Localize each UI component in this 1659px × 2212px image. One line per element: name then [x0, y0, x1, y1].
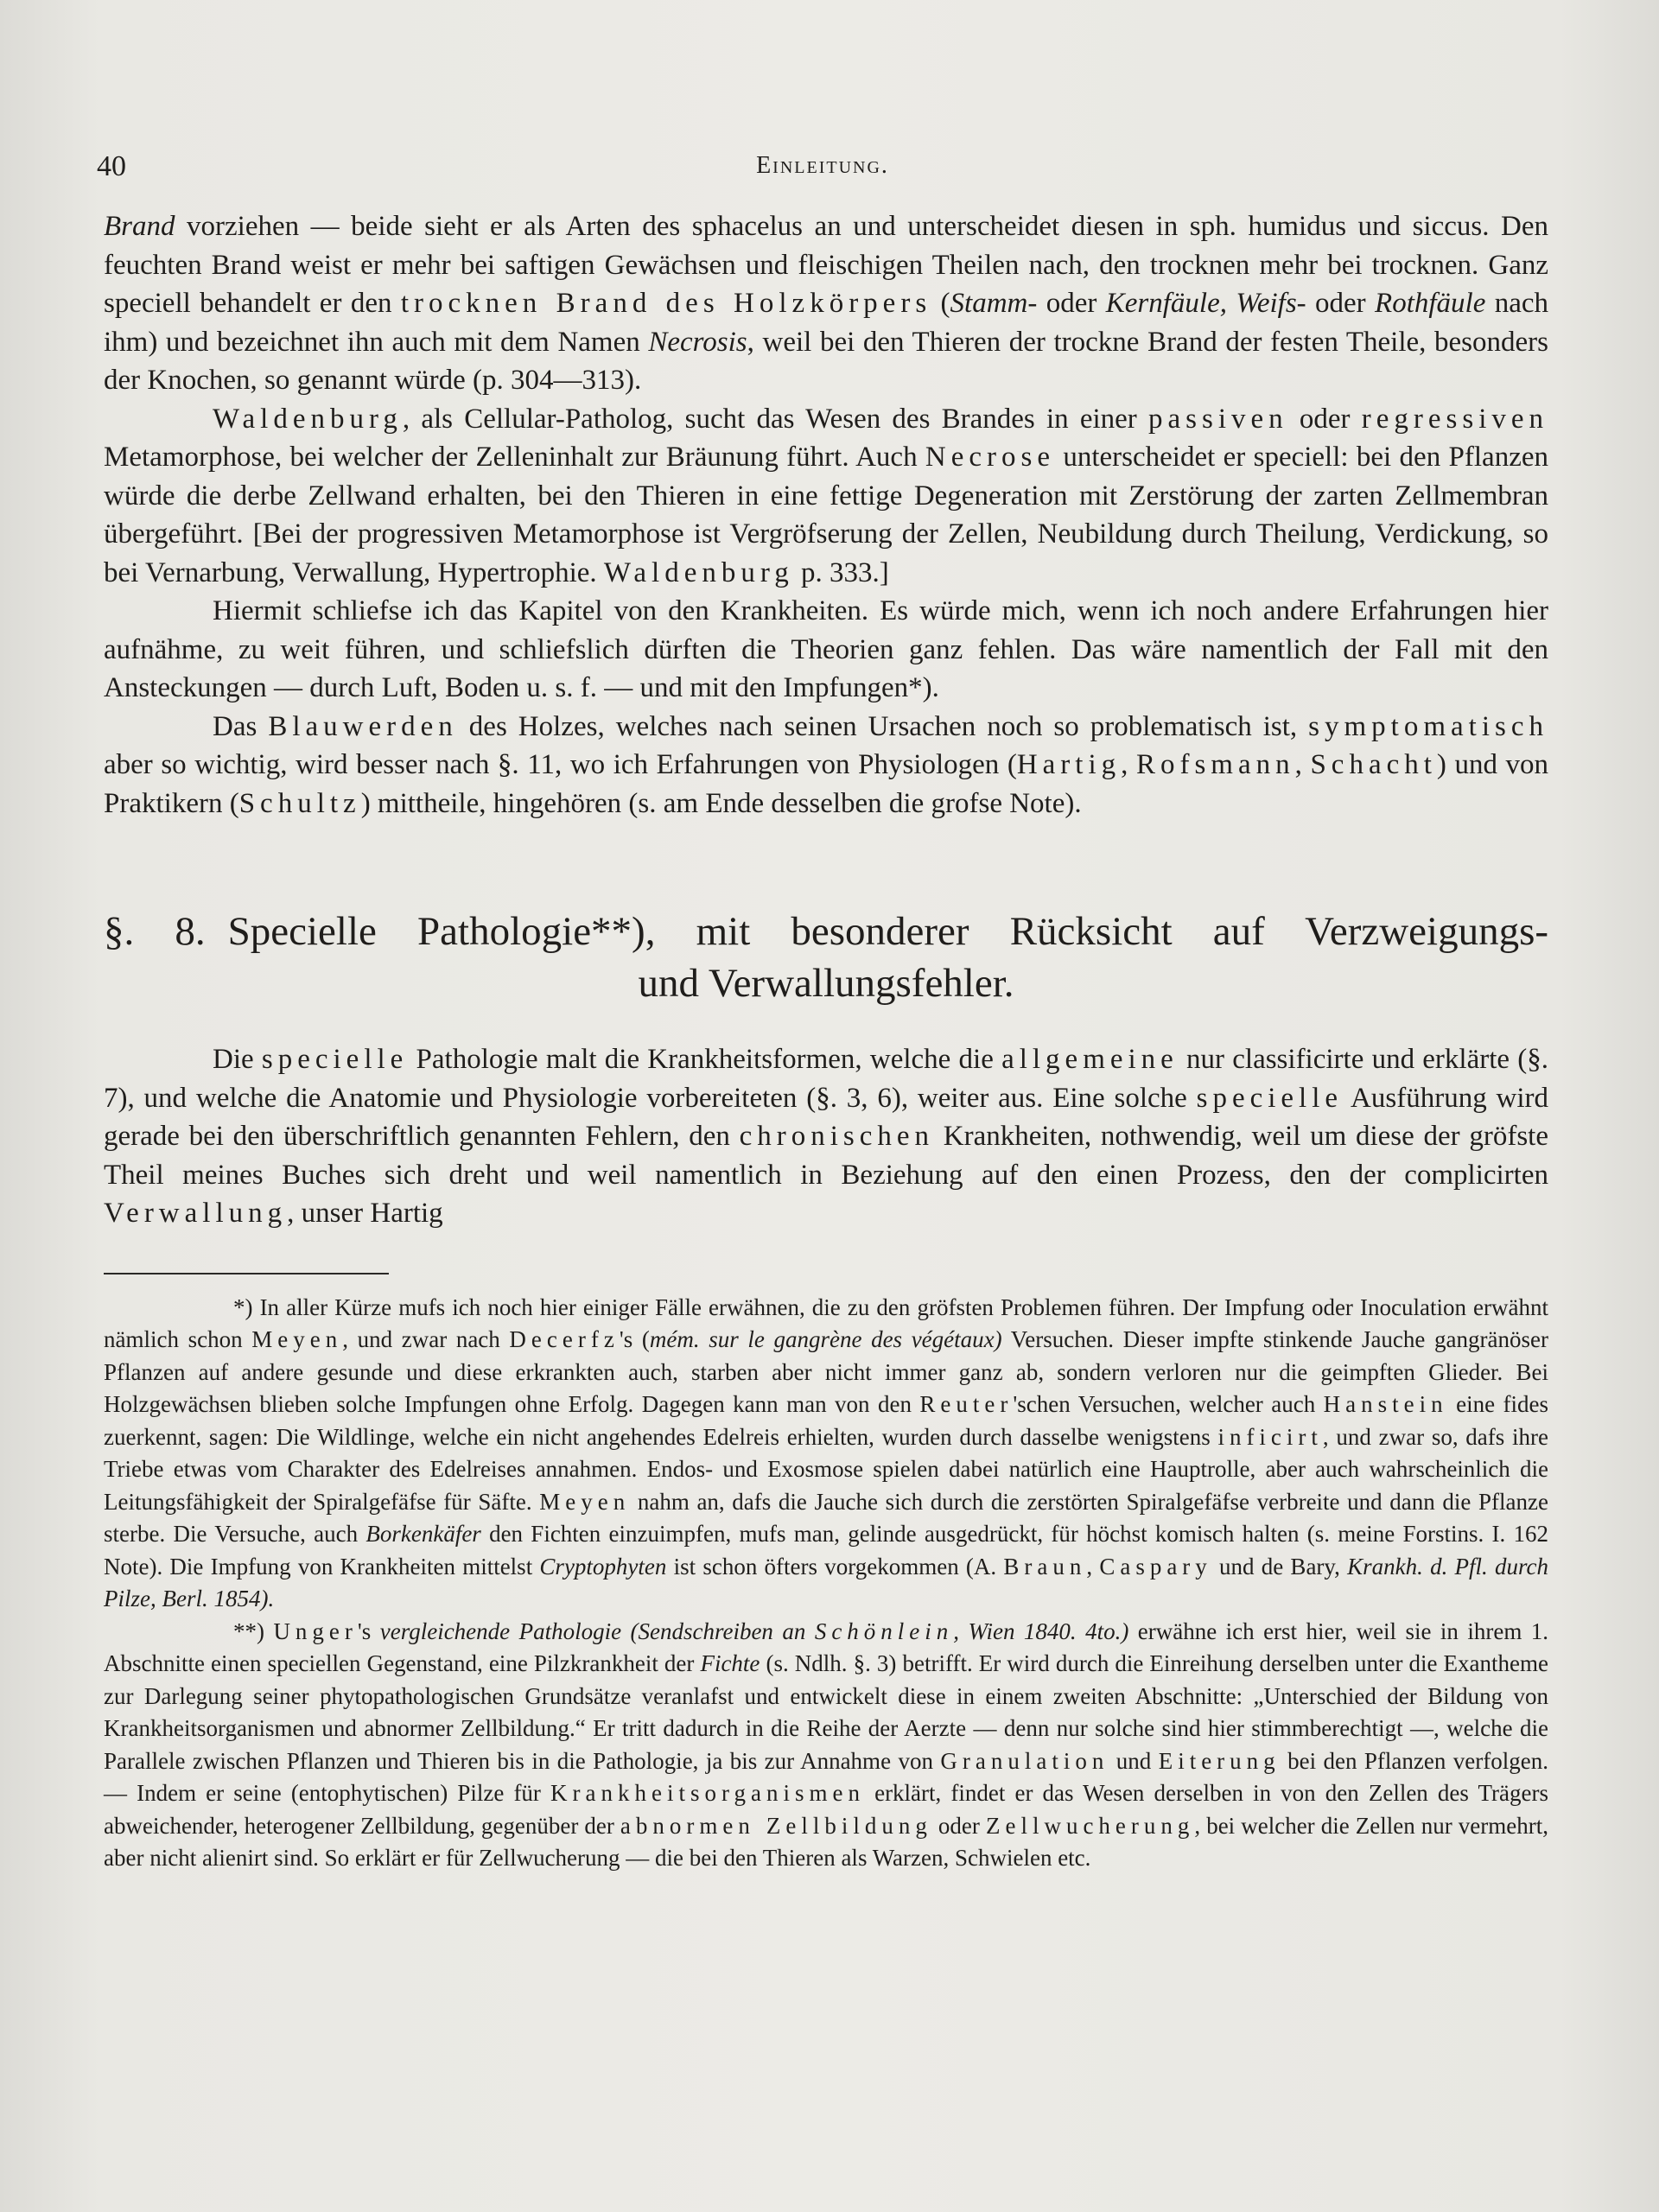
text-span: und: [1109, 1747, 1159, 1774]
text-span: specielle: [261, 1044, 409, 1075]
text-span: Eiterung: [1158, 1747, 1281, 1774]
text-span: , und zwar so, dafs ihre Triebe etwas vom Charakter des Edelreises annahmen. Endos- und Exosmose spielen dabei natürlich eine Hauptrolle, aber auch wahrscheinlich die Leitungsfähigkeit der Spiralgefäfse für Säfte.: [104, 1423, 1548, 1515]
text-span: Borkenkäfer: [365, 1521, 481, 1547]
text-span: Krankh. d. Pfl. durch Pilze, Berl. 1854).: [104, 1553, 1548, 1611]
page-content: [104, 207, 1548, 1875]
text-span: Meyen: [251, 1326, 343, 1352]
section-title-line-1: Specielle Pathologie**), mit besonderer Rücksicht auf Verzweigungs-: [227, 909, 1549, 954]
text-span: unterscheidet er speciell: bei den Pflanzen würde die derbe Zellwand erhalten, bei den Thieren in eine fettige Degeneration mit Zerstörung der zarten Zellmembran übergeführt. [Bei der progressiven Metamorphose ist Vergröfserung der Zellen, Neubildung durch Theilung, Verdickung, so bei Vernarbung, Verwallung, Hypertrophie.: [104, 442, 1548, 588]
text-span: Stamm-: [950, 288, 1038, 319]
text-span: Pathologie malt die Krankheitsformen, welche die: [408, 1044, 1002, 1075]
text-span: **): [233, 1618, 274, 1644]
text-span: (s. Ndlh. §. 3) betrifft. Er wird durch die Einreihung derselben unter die Exantheme zur Darlegung seiner phytopathologischen Grundsätze veranlafst und entwickelt diese in einem zweiten Abschnitte: „Unterschied der Bildung von Krankheitsorganismen und abnormer Zellbildung.“ Er tritt dadurch in die Reihe der Aerzte — denn nur solche sind hier stimmberechtigt —, welche die Parallele zwischen Pflanzen und Thieren bis in die Pathologie, ja bis zur Annahme von: [104, 1650, 1549, 1774]
text-span: erwähne ich erst hier, weil sie in ihrem 1. Abschnitte einen speciellen Gegenstand, eine Pilzkrankheit der: [104, 1618, 1549, 1676]
text-span: Granulation: [940, 1747, 1109, 1774]
section-paragraph: [104, 1040, 1548, 1233]
text-span: Necrosis: [648, 326, 747, 358]
paragraph-3: Hiermit schliefse ich das Kapitel von den Krankheiten. Es würde mich, wenn ich noch andere Erfahrungen hier aufnähme, zu weit führen, und schliefslich dürften die Theorien ganz fehlen. Das wäre namentlich der Fall mit den Ansteckungen — durch Luft, Boden u. s. f. — und mit den Impfungen*).: [104, 595, 1548, 703]
paragraph-4: [104, 708, 1548, 823]
text-span: Krankheiten, nothwendig, weil um diese der gröfste Theil meines Buches sich dreht und weil namentlich in Beziehung auf den einen Prozess, den der complicirten: [104, 1121, 1548, 1191]
text-span: Blauwerden: [268, 710, 458, 742]
text-span: nur classificirte und erklärte (§. 7), und welche die Anatomie und Physiologie vorbereiteten (§. 3, 6), weiter aus. Eine solche: [104, 1044, 1548, 1114]
section-heading-line-1: [104, 906, 1548, 957]
paragraph-2: [104, 400, 1548, 593]
text-span: Decerfz: [509, 1326, 620, 1352]
text-span: Verwallung: [104, 1198, 288, 1229]
text-span: Hanstein: [1323, 1391, 1448, 1417]
text-span: Das: [213, 710, 269, 742]
footnote-2: [104, 1616, 1548, 1875]
text-span: oder: [1037, 288, 1106, 319]
text-span: , weil bei den Thieren der trockne Brand der festen Theile, besonders der Knochen, so genannt würde (p. 304—313).: [104, 326, 1548, 396]
text-span: , und zwar nach: [342, 1326, 510, 1352]
text-span: ) und von Praktikern (: [104, 749, 1549, 819]
text-span: vergleichende Pathologie (Sendschreiben an: [379, 1618, 815, 1644]
text-span: passiven: [1148, 403, 1288, 435]
text-span: allgemeine: [1001, 1044, 1179, 1075]
text-span: Cryptophyten: [539, 1553, 667, 1580]
text-span: Versuchen. Dieser impfte stinkende Jauche gangränöser Pflanzen auf andere gesunde und diese erkrankten auch, starben aber nicht immer ganz ab, sondern verloren nur die geimpften Glieder. Bei Holzgewächsen blieben solche Impfungen ohne Erfolg. Dagegen kann man von den: [104, 1326, 1548, 1417]
text-span: symptomatisch: [1308, 710, 1548, 742]
text-span: aber so wichtig, wird besser nach §. 11, wo ich Erfahrungen von Physiologen (: [104, 749, 1017, 780]
text-span: Waldenburg: [213, 403, 403, 435]
text-span: trocknen Brand des Holzkörpers: [400, 288, 932, 319]
text-span: ,: [1086, 1553, 1100, 1580]
text-span: Krankheitsorganismen: [550, 1780, 865, 1806]
text-span: Metamorphose, bei welcher der Zelleninhalt zur Bräunung führt. Auch: [104, 442, 925, 473]
text-span: Rofsmann: [1135, 749, 1295, 780]
text-span: Meyen: [539, 1488, 631, 1515]
text-span: , bei welcher die Zellen nur vermehrt, aber nicht alienirt sind. So erklärt er für Zellwucherung — die bei den Thieren als Warzen, Schwielen etc.: [104, 1812, 1549, 1871]
text-span: chronischen: [739, 1121, 935, 1152]
text-span: nahm an, dafs die Jauche sich durch die zerstörten Spiralgefäfse verbreite und dann die Pflanze sterbe. Die Versuche, auch: [104, 1488, 1548, 1547]
text-span: *) In aller Kürze mufs ich noch hier einiger Fälle erwähnen, die zu den gröfsten Problemen führen. Der Impfung oder Inoculation erwähnt nämlich schon: [104, 1294, 1548, 1352]
text-span: specielle: [1196, 1082, 1344, 1114]
text-span: Schultz: [238, 787, 361, 819]
text-span: abnormen Zellbildung: [620, 1812, 932, 1839]
text-span: Hartig: [1016, 749, 1122, 780]
text-span: Schönlein: [814, 1618, 954, 1644]
text-span: Unger: [273, 1618, 358, 1644]
text-span: eine fides zuerkennt, sagen: Die Wildlinge, welche ein nicht angehendes Edelreis erhielten, wurden durch dasselbe wenigstens: [104, 1391, 1549, 1450]
text-span: 'schen Versuchen, welcher auch: [1013, 1391, 1324, 1417]
text-span: Waldenburg: [603, 556, 794, 588]
text-span: Schacht: [1310, 749, 1437, 780]
footnote-divider: [104, 1273, 389, 1274]
text-span: den Fichten einzuimpfen, mufs man, gelinde ausgedrückt, für höchst komisch halten (s. meine Forstins. I. 162 Note). Die Impfung von Krankheiten mittelst: [104, 1521, 1548, 1580]
text-span: Braun: [1003, 1553, 1087, 1580]
page-number: 40: [97, 150, 126, 182]
text-span: ) mittheile, hingehören (s. am Ende desselben die grofse Note).: [360, 787, 1082, 819]
text-span: inficirt: [1217, 1423, 1323, 1450]
text-span: Brand: [104, 211, 175, 242]
text-span: Zellwucherung: [985, 1812, 1195, 1839]
footnote-1: [104, 1292, 1548, 1616]
text-span: Ausführung wird gerade bei den überschriftlich genannten Fehlern, den: [104, 1082, 1548, 1152]
text-span: oder: [931, 1812, 986, 1839]
paragraph-1: [104, 207, 1548, 400]
text-span: erklärt, findet er das Wesen derselben in von den Zellen des Trägers abweichender, heterogener Zellbildung, gegenüber der: [104, 1780, 1549, 1839]
text-span: Reuter: [919, 1391, 1014, 1417]
text-span: ,: [1121, 749, 1136, 780]
text-span: bei den Pflanzen verfolgen. — Indem er seine (entophytischen) Pilze für: [104, 1747, 1548, 1806]
text-span: regressiven: [1361, 403, 1549, 435]
text-span: Caspary: [1099, 1553, 1212, 1580]
section-number: §. 8.: [104, 909, 206, 954]
text-span: Kernfäule, Weifs-: [1105, 288, 1306, 319]
section-heading: [104, 906, 1548, 1009]
text-span: Fichte: [700, 1650, 760, 1676]
text-span: Necrose: [925, 442, 1056, 473]
text-span: vorziehen — beide sieht er als Arten des sphacelus an und unterscheidet diesen in sph. humidus und siccus. Den feuchten Brand weist er mehr bei saftigen Gewächsen und fleischigen Theilen nach, den trocknen mehr bei trocknen. Ganz speciell behandelt er den: [104, 211, 1548, 319]
text-span: , Wien 1840. 4to.): [953, 1618, 1129, 1644]
text-span: , als Cellular-Patholog, sucht das Wesen des Brandes in einer: [402, 403, 1149, 435]
text-span: nach ihm) und bezeichnet ihn auch mit dem Namen: [104, 288, 1549, 358]
text-span: oder: [1287, 403, 1362, 435]
text-span: des Holzes, welches nach seinen Ursachen noch so problematisch ist,: [457, 710, 1309, 742]
text-span: 's: [357, 1618, 380, 1644]
text-span: und de Bary,: [1211, 1553, 1348, 1580]
section-title-line-2: und Verwallungsfehler.: [638, 961, 1014, 1006]
text-span: (: [931, 288, 950, 319]
text-span: Rothfäule: [1375, 288, 1486, 319]
text-span: p. 333.]: [793, 556, 889, 588]
text-span: , unser Hartig: [287, 1198, 443, 1229]
running-title: Einleitung.: [756, 152, 889, 179]
text-span: 's (: [619, 1326, 650, 1352]
running-head: [97, 145, 1548, 188]
text-span: oder: [1306, 288, 1376, 319]
text-span: Die: [213, 1044, 262, 1075]
text-span: mém. sur le gangrène des végétaux): [649, 1326, 1002, 1352]
text-span: ist schon öfters vorgekommen (A.: [666, 1553, 1004, 1580]
text-span: ,: [1294, 749, 1311, 780]
